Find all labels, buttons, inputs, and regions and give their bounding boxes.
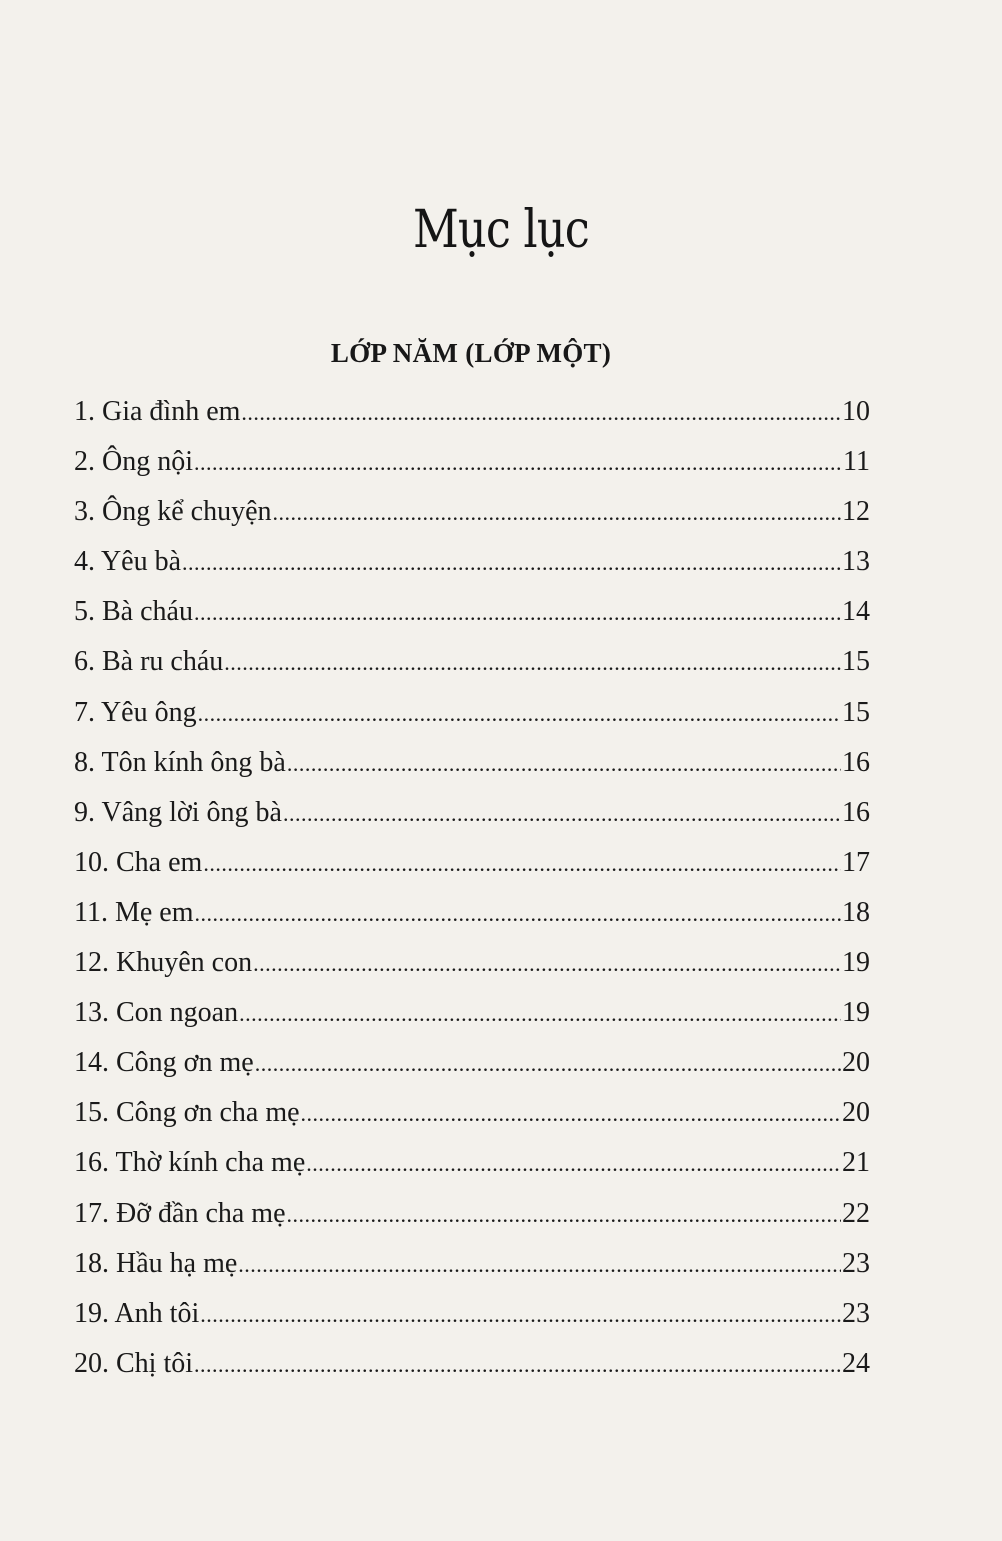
dot-leader [194,1345,841,1385]
toc-entry-title: 15. Công ơn cha mẹ [74,1097,300,1129]
toc-entry-page: 23 [842,1247,870,1279]
toc-entry [74,693,870,743]
dot-leader [198,694,841,734]
toc-entry-page: 11 [843,446,870,478]
toc-entry [74,943,870,993]
toc-entry [74,1244,870,1294]
toc-entry-page: 10 [842,396,870,427]
toc-entry [74,1194,870,1244]
toc-entry-page: 16 [842,746,870,778]
toc-entry-title: 12. Khuyên con [74,947,253,979]
toc-entry [74,1143,870,1193]
toc-entry [74,392,870,442]
toc-entry-page: 21 [842,1147,870,1179]
dot-leader [287,1195,841,1235]
toc-entry [74,542,870,592]
dot-leader [241,393,841,433]
toc-entry-page: 24 [842,1347,870,1379]
dot-leader [224,643,841,683]
toc-entry [74,743,870,793]
dot-leader [238,1245,841,1285]
toc-entry-page: 19 [842,997,870,1029]
toc-entry [74,993,870,1043]
section-heading: LỚP NĂM (LỚP MỘT) [330,338,612,368]
toc-entry-title: 18. Hầu hạ mẹ [74,1247,238,1279]
toc-entry-title: 17. Đỡ đần cha mẹ [74,1197,286,1229]
table-of-contents [74,392,870,1394]
toc-entry-title: 13. Con ngoan [74,997,239,1029]
dot-leader [200,1295,841,1335]
toc-entry-page: 20 [842,1097,870,1129]
toc-entry-page: 15 [842,646,870,678]
toc-entry-page: 18 [842,896,870,928]
dot-leader [255,1044,841,1084]
toc-entry-page: 22 [842,1197,870,1229]
toc-entry-title: 9. Vâng lời ông bà [74,796,282,828]
dot-leader [194,593,841,633]
toc-entry-title: 5. Bà cháu [74,596,193,628]
toc-entry [74,1043,870,1093]
dot-leader [195,894,842,934]
dot-leader [273,493,841,533]
toc-entry [74,1093,870,1143]
toc-entry-title: 7. Yêu ông [74,696,197,728]
toc-entry-title: 2. Ông nội [74,446,193,478]
toc-entry-title: 1. Gia đình em [74,396,241,427]
toc-entry-page: 23 [842,1297,870,1329]
toc-entry [74,1344,870,1394]
dot-leader [283,794,841,834]
dot-leader [287,744,841,784]
toc-entry [74,793,870,843]
toc-entry-title: 16. Thờ kính cha mẹ [74,1147,306,1179]
page-title: Mục lục [412,200,589,260]
dot-leader [182,543,841,583]
toc-entry-title: 14. Công ơn mẹ [74,1047,254,1079]
toc-entry-page: 13 [842,546,870,578]
dot-leader [253,944,841,984]
toc-entry-page: 15 [842,696,870,728]
toc-entry-page: 14 [842,596,870,628]
toc-entry [74,492,870,542]
toc-entry-page: 17 [842,846,870,878]
toc-entry [74,1294,870,1344]
dot-leader [239,994,841,1034]
dot-leader [203,844,841,884]
toc-entry [74,893,870,943]
toc-entry-title: 10. Cha em [74,846,203,878]
toc-entry-title: 20. Chị tôi [74,1347,194,1379]
toc-entry-title: 4. Yêu bà [74,546,182,578]
toc-entry-title: 11. Mẹ em [74,896,194,928]
dot-leader [194,443,842,483]
toc-entry-title: 3. Ông kể chuyện [74,496,272,528]
toc-entry [74,843,870,893]
toc-entry-page: 20 [842,1047,870,1079]
toc-entry-page: 19 [842,947,870,979]
toc-entry [74,592,870,642]
toc-entry [74,642,870,692]
dot-leader [301,1094,841,1134]
toc-entry-title: 6. Bà ru cháu [74,646,224,678]
toc-entry-title: 19. Anh tôi [74,1297,200,1329]
toc-entry-page: 16 [842,796,870,828]
toc-entry-page: 12 [842,496,870,528]
dot-leader [306,1144,841,1184]
toc-entry-title: 8. Tôn kính ông bà [74,746,286,778]
toc-entry [74,442,870,492]
